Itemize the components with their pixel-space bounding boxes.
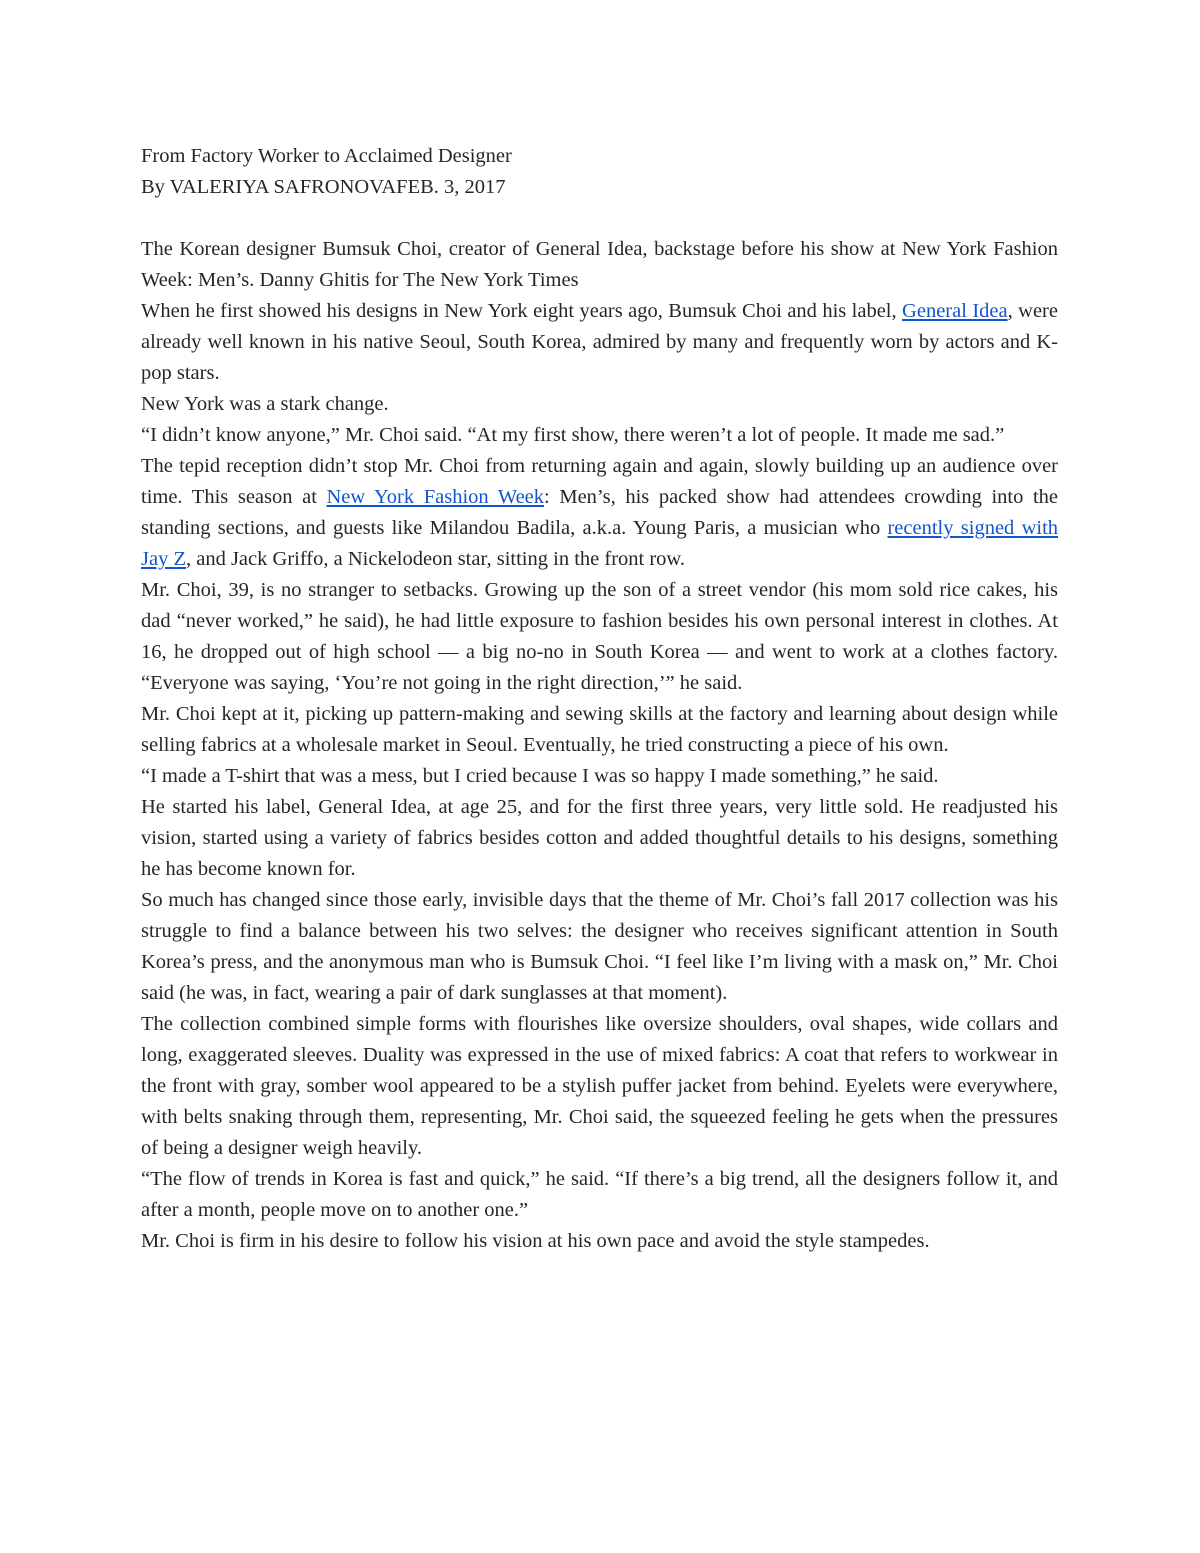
paragraph-12: Mr. Choi is firm in his desire to follow his vision at his own pace and avoid the style stampedes.: [141, 1230, 930, 1252]
document-page: [141, 141, 1058, 1257]
paragraph-11: “The flow of trends in Korea is fast and quick,” he said. “If there’s a big trend, all the designers follow it, and after a month, people move on to another one.”: [141, 1168, 1058, 1221]
paragraph-9: So much has changed since those early, invisible days that the theme of Mr. Choi’s fall 2017 collection was his struggle to find a balance between his two selves: the designer who receives significant attention in South Korea’s press, and the anonymous man who is Bumsuk Choi. “I feel like I’m living with a mask on,” Mr. Choi said (he was, in fact, wearing a pair of dark sunglasses at that moment).: [141, 889, 1058, 1004]
blank-line: [141, 203, 1058, 234]
paragraph-4-text-c: , and Jack Griffo, a Nickelodeon star, sitting in the front row.: [185, 548, 686, 570]
paragraph-6: Mr. Choi kept at it, picking up pattern-making and sewing skills at the factory and learning about design while selling fabrics at a wholesale market in Seoul. Eventually, he tried constructing a piece of his own.: [141, 703, 1058, 756]
paragraph-1-text-a: When he first showed his designs in New York eight years ago, Bumsuk Choi and his label,: [141, 300, 903, 322]
article-byline: By VALERIYA SAFRONOVAFEB. 3, 2017: [141, 176, 506, 198]
paragraph-1-text-b: , were already well known in his native Seoul, South Korea, admired by many and frequently worn by actors and K-pop stars.: [141, 300, 1058, 384]
recently-signed-with-jay-z-link[interactable]: recently signed with Jay Z: [141, 517, 1059, 570]
paragraph-4: [141, 451, 1058, 575]
paragraph-7: “I made a T-shirt that was a mess, but I cried because I was so happy I made something,” he said.: [141, 765, 939, 787]
general-idea-link[interactable]: General Idea: [902, 300, 1008, 322]
paragraph-2: New York was a stark change.: [141, 393, 389, 415]
article-title: From Factory Worker to Acclaimed Designer: [141, 145, 512, 167]
paragraph-4-text-b: : Men’s, his packed show had attendees crowding into the standing sections, and guests like Milandou Badila, a.k.a. Young Paris, a musician who: [141, 486, 1058, 539]
paragraph-3: “I didn’t know anyone,” Mr. Choi said. “At my first show, there weren’t a lot of people. It made me sad.”: [141, 424, 1005, 446]
new-york-fashion-week-link[interactable]: New York Fashion Week: [326, 486, 545, 508]
paragraph-4-text-a: The tepid reception didn’t stop Mr. Choi from returning again and again, slowly building up an audience over time. This season at: [141, 455, 1058, 508]
paragraph-5: Mr. Choi, 39, is no stranger to setbacks. Growing up the son of a street vendor (his mom sold rice cakes, his dad “never worked,” he said), he had little exposure to fashion besides his own personal interest in clothes. At 16, he dropped out of high school — a big no-no in South Korea — and went to work at a clothes factory. “Everyone was saying, ‘You’re not going in the right direction,’” he said.: [141, 579, 1058, 694]
photo-caption: The Korean designer Bumsuk Choi, creator of General Idea, backstage before his show at New York Fashion Week: Men’s. Danny Ghitis for The New York Times: [141, 238, 1058, 291]
paragraph-8: He started his label, General Idea, at age 25, and for the first three years, very little sold. He readjusted his vision, started using a variety of fabrics besides cotton and added thoughtful details to his designs, something he has become known for.: [141, 796, 1058, 880]
paragraph-10: The collection combined simple forms with flourishes like oversize shoulders, oval shapes, wide collars and long, exaggerated sleeves. Duality was expressed in the use of mixed fabrics: A coat that refers to workwear in the front with gray, somber wool appeared to be a stylish puffer jacket from behind. Eyelets were everywhere, with belts snaking through them, representing, Mr. Choi said, the squeezed feeling he gets when the pressures of being a designer weigh heavily.: [141, 1013, 1058, 1159]
paragraph-1: [141, 296, 1058, 389]
